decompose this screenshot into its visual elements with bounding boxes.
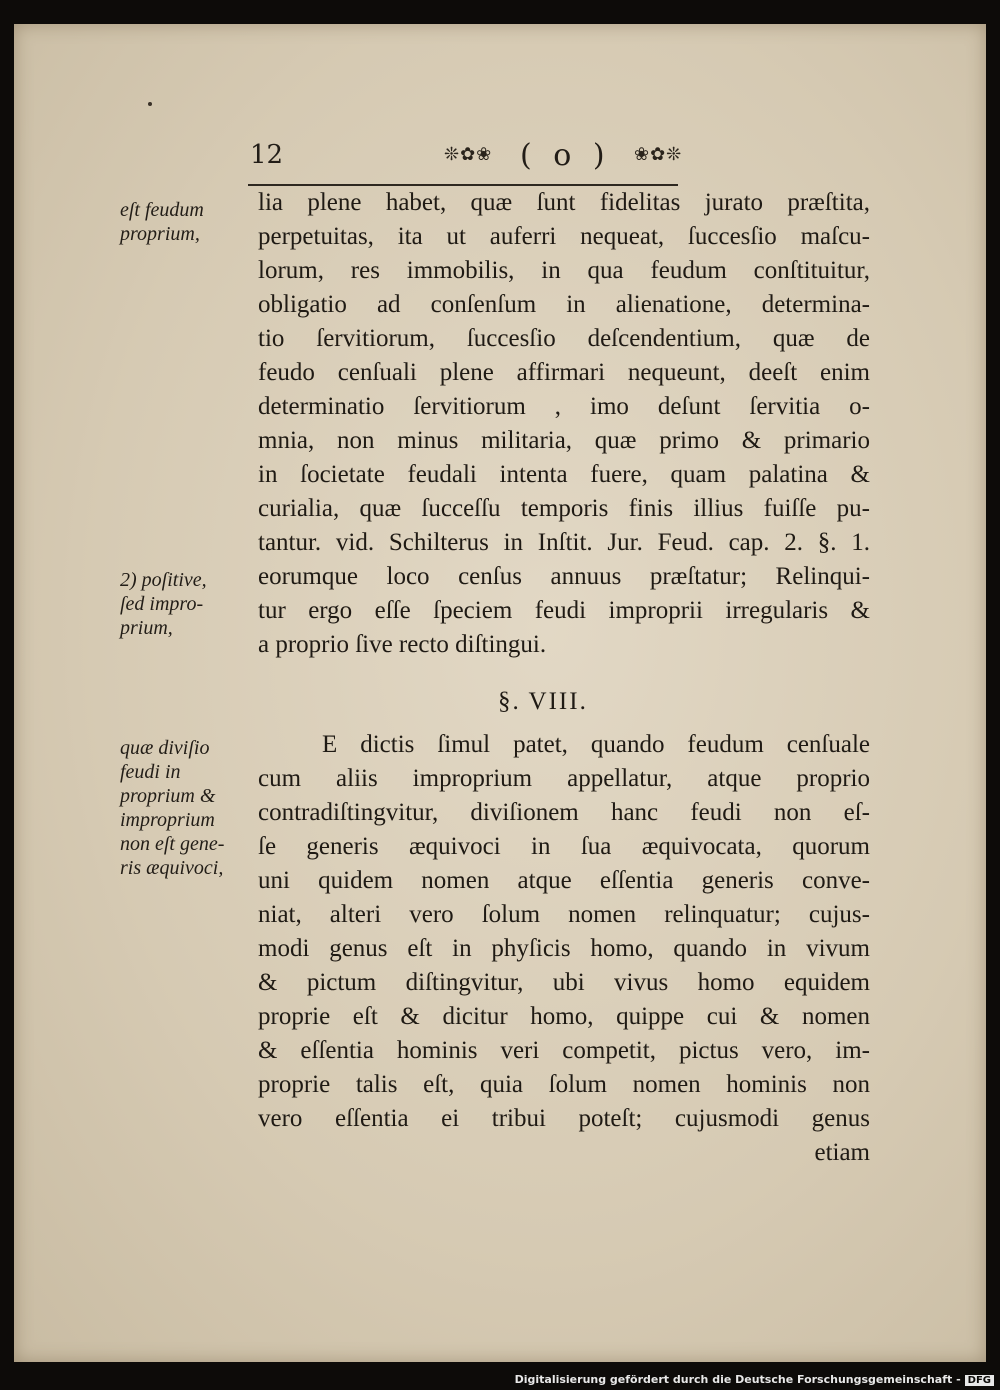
margin-note-line: 2) poſitive,: [120, 569, 207, 591]
text-line: determinatio ſervitiorum , imo deſunt ſervitia o-: [258, 393, 870, 420]
running-head: ( o ): [520, 138, 611, 173]
margin-note-line: improprium: [120, 809, 215, 831]
footer-text: Digitalisierung gefördert durch die Deutsche Forschungsgemeinschaft -: [514, 1373, 961, 1386]
text-line: niat, alteri vero ſolum nomen relinquatur; cujus-: [258, 901, 870, 928]
margin-note-3: [120, 736, 224, 880]
text-line: feudo cenſuali plene affirmari nequeunt, deeſt enim: [258, 359, 870, 386]
ornament-left-icon: ❊✿❀: [444, 144, 493, 165]
text-line: curialia, quæ ſucceſſu temporis finis illius fuiſſe pu-: [258, 495, 870, 522]
catchword: etiam: [814, 1139, 870, 1166]
margin-note-line: proprium,: [120, 223, 200, 245]
text-line: contradiſtingvitur, diviſionem hanc feudi non eſ-: [258, 799, 870, 826]
text-line: ſe generis æquivoci in ſua æquivocata, quorum: [258, 833, 870, 860]
text-line: E dictis ſimul patet, quando feudum cenſuale: [322, 731, 870, 758]
margin-note-line: prium,: [120, 617, 173, 639]
page-number: 12: [250, 140, 284, 170]
text-line: cum aliis improprium appellatur, atque proprio: [258, 765, 870, 792]
margin-note-2: [120, 568, 207, 640]
dfg-logo[interactable]: DFG: [965, 1375, 994, 1386]
text-line: modi genus eſt in phyſicis homo, quando in vivum: [258, 935, 870, 962]
text-line: mnia, non minus militaria, quæ primo & primario: [258, 427, 870, 454]
margin-note-line: quæ diviſio: [120, 737, 210, 759]
ornament-right-icon: ❀✿❊: [634, 144, 683, 165]
margin-note-line: feudi in: [120, 761, 181, 783]
digitization-footer: [515, 1373, 994, 1386]
page-header: [248, 138, 683, 186]
text-line: & pictum diſtingvitur, ubi vivus homo equidem: [258, 969, 870, 996]
text-line: tur ergo eſſe ſpeciem feudi improprii irregularis &: [258, 597, 870, 624]
text-line: obligatio ad conſenſum in alienatione, determina-: [258, 291, 870, 318]
section-heading: §. VIII.: [498, 688, 588, 715]
ink-speck: [148, 102, 152, 106]
text-line: lorum, res immobilis, in qua feudum conſtituitur,: [258, 257, 870, 284]
margin-note-1: [120, 198, 204, 246]
margin-note-line: ſed impro-: [120, 593, 204, 615]
margin-note-line: non eſt gene-: [120, 833, 225, 855]
text-line: & eſſentia hominis veri competit, pictus vero, im-: [258, 1037, 870, 1064]
text-line: vero eſſentia ei tribui poteſt; cujusmodi genus: [258, 1105, 870, 1132]
text-line: proprie talis eſt, quia ſolum nomen hominis non: [258, 1071, 870, 1098]
text-line: in ſocietate feudali intenta fuere, quam palatina &: [258, 461, 870, 488]
text-line: tantur. vid. Schilterus in Inſtit. Jur. Feud. cap. 2. §. 1.: [258, 529, 870, 556]
text-line: lia plene habet, quæ ſunt fidelitas jurato præſtita,: [258, 189, 870, 216]
text-line: eorumque loco cenſus annuus præſtatur; Relinqui-: [258, 563, 870, 590]
margin-note-line: eſt feudum: [120, 199, 204, 221]
text-line: tio ſervitiorum, ſuccesſio deſcendentium, quæ de: [258, 325, 870, 352]
text-line: proprie eſt & dicitur homo, quippe cui & nomen: [258, 1003, 870, 1030]
text-line: uni quidem nomen atque eſſentia generis conve-: [258, 867, 870, 894]
text-line: a proprio ſive recto diſtingui.: [258, 631, 547, 658]
margin-note-line: ris æquivoci,: [120, 857, 224, 879]
margin-note-line: proprium &: [120, 785, 216, 807]
text-line: perpetuitas, ita ut auferri nequeat, ſuccesſio maſcu-: [258, 223, 870, 250]
